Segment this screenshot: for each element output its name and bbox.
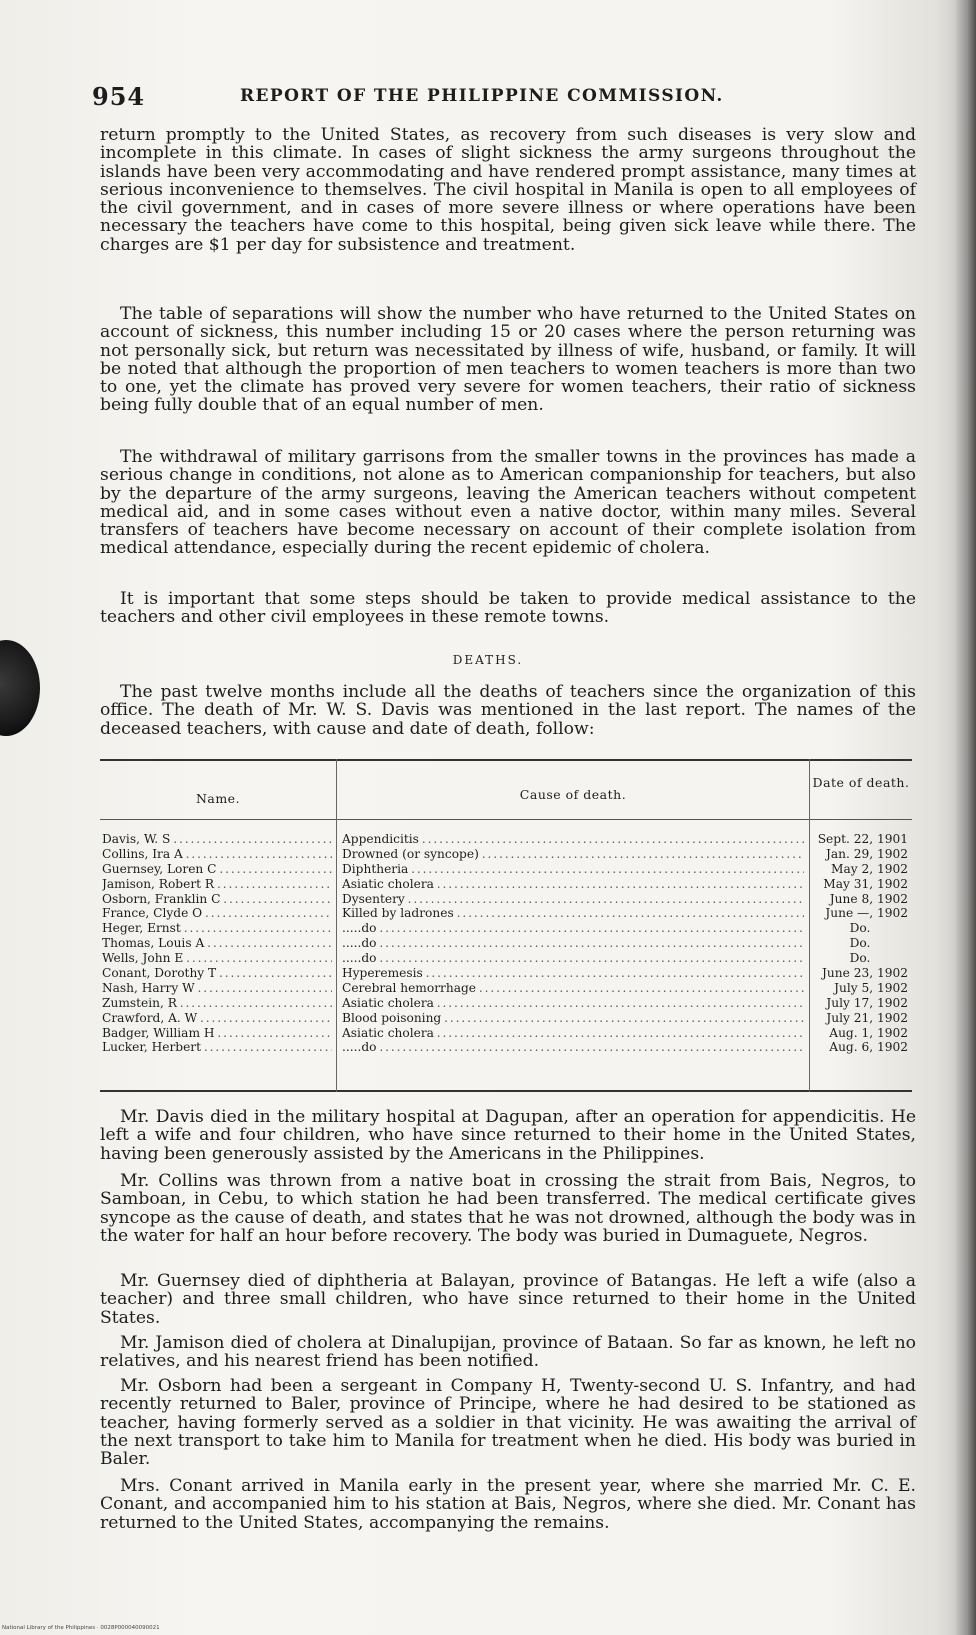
cell-date: Do. — [849, 936, 871, 951]
table-row — [100, 847, 912, 862]
cell-name: Osborn, Franklin C . . . — [102, 892, 332, 907]
paragraph-davis: Mr. Davis died in the military hospital at Dagupan, after an operation for appendicitis. He left a wife and four children, who have since returned to their home in the United States, having been generously assisted by the Americans in the Philippines. — [100, 1107, 916, 1164]
cell-date: Aug. 1, 1902 — [829, 1025, 908, 1040]
cell-name: Heger, Ernst . . . — [102, 921, 332, 936]
cell-cause: .....do . . . — [342, 921, 804, 936]
cell-name: Davis, W. S . . . — [102, 832, 332, 847]
cell-date: June 8, 1902 — [829, 891, 908, 906]
cell-name: Nash, Harry W . . . — [102, 981, 332, 996]
column-header-date: Date of death. — [812, 775, 910, 790]
cell-cause: Killed by ladrones . . . — [342, 906, 804, 921]
cell-cause: Asiatic cholera . . . — [342, 1026, 804, 1041]
table-rule-top — [100, 759, 912, 761]
cell-name: Collins, Ira A . . . — [102, 847, 332, 862]
cell-name: Crawford, A. W . . . — [102, 1011, 332, 1026]
cell-date: June 23, 1902 — [822, 966, 908, 981]
table-row — [100, 877, 912, 892]
table-row — [100, 951, 912, 966]
cell-date: Aug. 6, 1902 — [829, 1040, 908, 1055]
column-header-name: Name. — [195, 791, 241, 806]
table-rule-header — [100, 819, 912, 820]
paragraph-conant: Mrs. Conant arrived in Manila early in the present year, where she married Mr. C. E. Conant, and accompanied him to his station at Bais, Negros, where she died. Mr. Conant has returned to the United States, accompanying the remains. — [100, 1476, 916, 1533]
table-body — [100, 832, 912, 1055]
cell-date: May 2, 1902 — [830, 861, 908, 876]
cell-cause: Asiatic cholera . . . — [342, 877, 804, 892]
page-number: 954 — [92, 82, 146, 111]
column-header-cause: Cause of death. — [519, 787, 627, 802]
paragraph-medical-care: return promptly to the United States, as recovery from such diseases is very slow and incomplete in this climate. In cases of slight sickness the army surgeons throughout the islands have been very accommodating and have rendered prompt assistance, many times at serious inconvenience to themselves. The civil hospital in Manila is open to all employees of the civil government, and in cases of more severe illness or where operations have been necessary the teachers have come to this hospital, being given sick leave while there. The charges are $1 per day for subsistence and treatment. — [100, 125, 916, 255]
cell-name: Jamison, Robert R . . . — [102, 877, 332, 892]
cell-name: Zumstein, R . . . — [102, 996, 332, 1011]
table-row — [100, 936, 912, 951]
cell-name: Conant, Dorothy T . . . — [102, 966, 332, 981]
paragraph-deaths-intro: The past twelve months include all the deaths of teachers since the organization of this office. The death of Mr. W. S. Davis was mentioned in the last report. The names of the deceased teachers, with cause and date of death, follow: — [100, 682, 916, 739]
cell-cause: Drowned (or syncope) . . . — [342, 847, 804, 862]
paragraph-collins: Mr. Collins was thrown from a native boat in crossing the strait from Bais, Negros, to Samboan, in Cebu, to which station he had been transferred. The medical certificate gives syncope as the cause of death, and states that he was not drowned, although the body was in the water for half an hour before recovery. The body was buried in Dumaguete, Negros. — [100, 1171, 916, 1246]
paragraph-garrisons: The withdrawal of military garrisons from the smaller towns in the provinces has made a serious change in conditions, not alone as to American companionship for teachers, but also by the departure of the army surgeons, leaving the American teachers without competent medical aid, and in some cases without even a native doctor, within many miles. Several transfers of teachers have become necessary on account of their complete isolation from medical attendance, especially during the recent epidemic of cholera. — [100, 447, 916, 559]
cell-cause: Cerebral hemorrhage . . . — [342, 981, 804, 996]
cell-name: Thomas, Louis A . . . — [102, 936, 332, 951]
cell-date: June —, 1902 — [825, 906, 908, 921]
cell-date: Do. — [849, 921, 871, 936]
cell-date: Do. — [849, 951, 871, 966]
cell-cause: .....do . . . — [342, 936, 804, 951]
cell-cause: Blood poisoning . . . — [342, 1011, 804, 1026]
cell-name: Lucker, Herbert . . . — [102, 1040, 332, 1055]
paragraph-medical-assistance: It is important that some steps should be taken to provide medical assistance to the teachers and other civil employees in these remote towns. — [100, 589, 916, 628]
table-row — [100, 921, 912, 936]
cell-date: July 5, 1902 — [834, 980, 908, 995]
cell-cause: Appendicitis . . . — [342, 832, 804, 847]
cell-cause: .....do . . . — [342, 951, 804, 966]
cell-cause: Diphtheria . . . — [342, 862, 804, 877]
table-row — [100, 1040, 912, 1055]
page-header — [92, 82, 912, 116]
table-row — [100, 1011, 912, 1026]
cell-cause: .....do . . . — [342, 1040, 804, 1055]
table-row — [100, 981, 912, 996]
table-row — [100, 892, 912, 907]
table-row — [100, 996, 912, 1011]
table-row — [100, 966, 912, 981]
cell-name: Badger, William H . . . — [102, 1026, 332, 1041]
deaths-table — [100, 759, 912, 1092]
cell-name: Wells, John E . . . — [102, 951, 332, 966]
binding-edge-shadow — [954, 0, 976, 1635]
paragraph-jamison: Mr. Jamison died of cholera at Dinalupijan, province of Bataan. So far as known, he left no relatives, and his nearest friend has been notified. — [100, 1333, 916, 1372]
cell-date: July 21, 1902 — [826, 1010, 908, 1025]
table-row — [100, 832, 912, 847]
section-heading-deaths: DEATHS. — [452, 653, 524, 667]
cell-cause: Hyperemesis . . . — [342, 966, 804, 981]
cell-name: Guernsey, Loren C . . . — [102, 862, 332, 877]
paragraph-separations: The table of separations will show the number who have returned to the United States on account of sickness, this number including 15 or 20 cases where the person returning was not personally sick, but return was necessitated by illness of wife, husband, or family. It will be noted that although the proportion of men teachers to women teachers is more than two to one, yet the climate has proved very severe for women teachers, their ratio of sickness being fully double that of an equal number of men. — [100, 304, 916, 416]
table-row — [100, 906, 912, 921]
table-row — [100, 1026, 912, 1041]
cell-date: Jan. 29, 1902 — [825, 846, 908, 861]
table-rule-bottom — [100, 1090, 912, 1092]
cell-date: July 17, 1902 — [826, 995, 908, 1010]
table-row — [100, 862, 912, 877]
paragraph-guernsey: Mr. Guernsey died of diphtheria at Balayan, province of Batangas. He left a wife (also a teacher) and three small children, who have since returned to their home in the United States. — [100, 1271, 916, 1328]
cell-cause: Dysentery . . . — [342, 892, 804, 907]
cell-date: May 31, 1902 — [823, 876, 908, 891]
scan-credit: National Library of the Philippines · 0028P000040090021 — [2, 1625, 160, 1631]
cell-cause: Asiatic cholera . . . — [342, 996, 804, 1011]
running-title: REPORT OF THE PHILIPPINE COMMISSION. — [240, 86, 724, 106]
cell-date: Sept. 22, 1901 — [817, 832, 908, 846]
cell-name: France, Clyde O . . . — [102, 906, 332, 921]
paragraph-osborn: Mr. Osborn had been a sergeant in Company H, Twenty-second U. S. Infantry, and had recently returned to Baler, province of Principe, where he had desired to be stationed as teacher, having formerly served as a soldier in that vicinity. He was awaiting the arrival of the next transport to take him to Manila for treatment when he died. His body was buried in Baler. — [100, 1376, 916, 1470]
